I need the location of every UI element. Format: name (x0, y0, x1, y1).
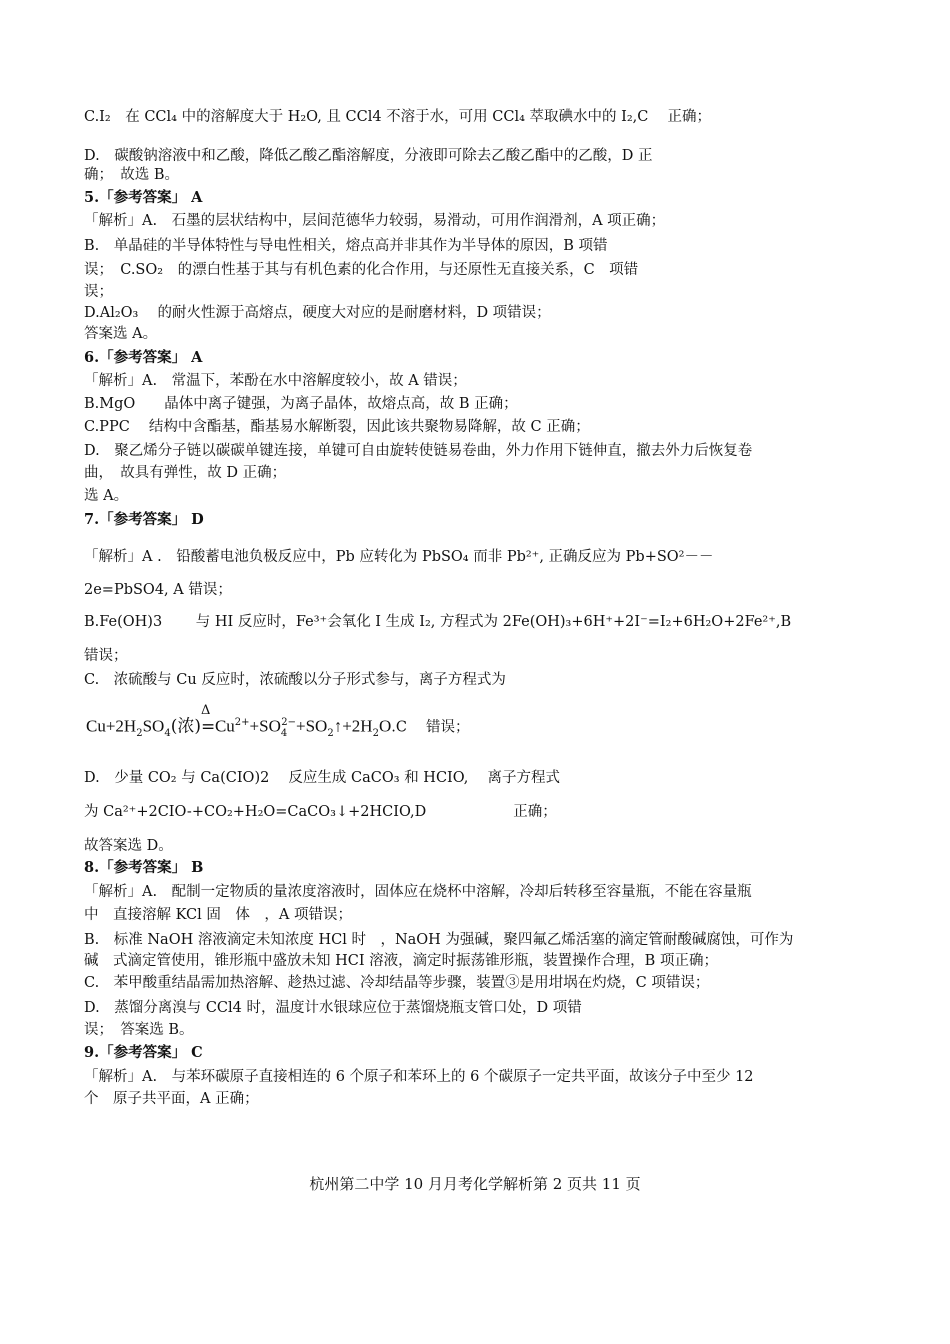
text-line: 误； C.SO₂ 的漂白性基于其与有机色素的化合作用，与还原性无直接关系，C 项错 (84, 262, 639, 278)
text-line: 选 A。 (84, 488, 129, 504)
eq-part: +SO (296, 716, 328, 736)
text-line: 「解析」A . 铅酸蓄电池负极反应中，Pb 应转化为 PbSO₄ 而非 Pb²⁺, 正确反应为 Pb+SO²－－ (84, 549, 714, 565)
text-line: 确； 故选 B。 (84, 167, 180, 183)
text-line: D.Al₂O₃ 的耐火性源于高熔点，硬度大对应的是耐磨材料，D 项错误； (84, 305, 551, 321)
eq-tail: .C 错误； (391, 719, 470, 736)
text-line: D. 聚乙烯分子链以碳碳单键连接，单键可自由旋转使链易卷曲，外力作用下链伸直，撤去外力后恢复卷 (84, 443, 753, 459)
delta-symbol: Δ (200, 702, 211, 718)
eq-part: SO (142, 716, 165, 736)
answer-heading: 8.「参考答案」 B (84, 859, 204, 876)
text-line: 「解析」A. 常温下，苯酚在水中溶解度较小，故 A 错误； (84, 373, 467, 389)
text-line: C. 苯甲酸重结晶需加热溶解、趁热过滤、冷却结晶等步骤，装置③是用坩埚在灼烧，C 项错误； (84, 975, 710, 991)
answer-heading: 7.「参考答案」 D (84, 511, 204, 528)
text-line: B.Fe(OH)3 与 HI 反应时，Fe³⁺会氧化 I 生成 I₂, 方程式为 2Fe(OH)₃+6H⁺+2I⁻=I₂+6H₂O+2Fe²⁺,B (84, 614, 792, 630)
eq-sub: 2 (372, 728, 379, 740)
answer-heading: 5.「参考答案」 A (84, 189, 203, 206)
text-line: B.MgO 晶体中离子键强，为离子晶体，故熔点高，故 B 正确； (84, 396, 518, 412)
text-line: 曲， 故具有弹性，故 D 正确； (84, 465, 287, 481)
eq-part: (浓) (170, 716, 201, 737)
text-line: 为 Ca²⁺+2CIO-+CO₂+H₂O=CaCO₃↓+2HCIO,D 正确； (84, 804, 557, 820)
text-line: 错误； (84, 648, 128, 664)
eq-part: Cu+2H (86, 716, 137, 736)
text-line: 「解析」A. 石墨的层状结构中，层间范德华力较弱，易滑动，可用作润滑剂，A 项正确； (84, 213, 666, 229)
eq-part: +SO (249, 716, 281, 736)
eq-part: O (378, 716, 392, 736)
text-line: 误； (84, 284, 113, 300)
eq-sup: 2− (281, 717, 296, 728)
text-line: 答案选 A。 (84, 326, 158, 342)
text-line: C.PPC 结构中含酯基，酯基易水解断裂，因此该共聚物易降解，故 C 正确； (84, 419, 590, 435)
text-line: D. 少量 CO₂ 与 Ca(CIO)2 反应生成 CaCO₃ 和 HCIO, 离子方程式 (84, 770, 561, 786)
eq-part: Cu (214, 716, 235, 736)
text-line: D. 蒸馏分离溴与 CCl4 时，温度计水银球应位于蒸馏烧瓶支管口处，D 项错 (84, 1000, 582, 1016)
text-line: 2e=PbSO4, A 错误； (84, 582, 232, 598)
text-line: C.I₂ 在 CCl₄ 中的溶解度大于 H₂O, 且 CCl4 不溶于水，可用 CCl₄ 萃取碘水中的 I₂,C 正确； (84, 109, 711, 125)
text-line: 「解析」A. 配制一定物质的量浓度溶液时，固体应在烧杯中溶解，冷却后转移至容量瓶，不能在容量瓶 (84, 884, 752, 900)
eq-sub: 4 (280, 728, 288, 740)
text-line: 个 原子共平面，A 正确； (84, 1091, 259, 1107)
text-line: 中 直接溶解 KCl 固 体 ，A 项错误； (84, 907, 352, 923)
eq-sub: 2 (327, 728, 334, 740)
eq-part: ↑+2H (333, 716, 373, 736)
text-line: B. 标准 NaOH 溶液滴定未知浓度 HCl 时 ，NaOH 为强碱，聚四氟乙烯活塞的滴定管耐酸碱腐蚀，可作为 (84, 932, 794, 948)
text-line: 误； 答案选 B。 (84, 1022, 194, 1038)
text-line: 故答案选 D。 (84, 838, 173, 854)
answer-heading: 9.「参考答案」 C (84, 1044, 203, 1061)
text-line: 碱 式滴定管使用，锥形瓶中盛放未知 HCI 溶液，滴定时振荡锥形瓶，装置操作合理，B 项正确； (84, 953, 718, 969)
text-line: C. 浓硫酸与 Cu 反应时，浓硫酸以分子形式参与，离子方程式为 (84, 672, 506, 688)
text-line: B. 单晶硅的半导体特性与导电性相关，熔点高并非其作为半导体的原因，B 项错 (84, 238, 608, 254)
answer-heading: 6.「参考答案」 A (84, 349, 203, 366)
chemical-equation (86, 702, 470, 749)
delta-sign: Δ = (201, 712, 215, 742)
eq-sup: 2+ (234, 717, 250, 728)
text-line: 「解析」A. 与苯环碳原子直接相连的 6 个原子和苯环上的 6 个碳原子一定共平面，故该分子中至少 12 (84, 1069, 754, 1085)
text-line: D. 碳酸钠溶液中和乙酸，降低乙酸乙酯溶解度，分液即可除去乙酸乙酯中的乙酸，D 正 (84, 148, 653, 164)
eq-sub: 2 (136, 728, 143, 740)
page-footer: 杭州第二中学 10 月月考化学解析第 2 页共 11 页 (309, 1175, 641, 1193)
eq-sub: 4 (164, 728, 171, 740)
